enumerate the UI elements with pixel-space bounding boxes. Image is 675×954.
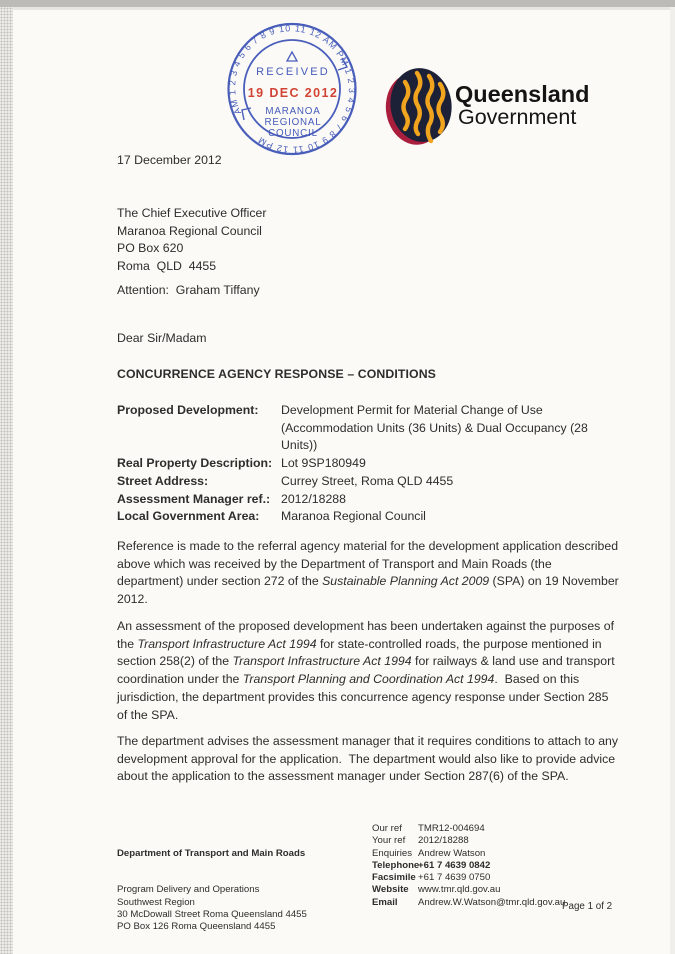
- text-line: [117, 636, 632, 654]
- footer-contact-row: [372, 860, 622, 872]
- details-value: Lot 9SP180949: [281, 456, 366, 471]
- text-segment: for railways & land use and transport: [411, 654, 615, 669]
- details-value: Currey Street, Roma QLD 4455: [281, 473, 454, 488]
- paragraph-2: [117, 618, 632, 724]
- text-segment: of the SPA.: [117, 707, 179, 722]
- footer-address-line: Program Delivery and Operations: [117, 884, 260, 896]
- scan-edge-left: [0, 7, 13, 954]
- subject-heading: CONCURRENCE AGENCY RESPONSE – CONDITIONS: [117, 367, 436, 381]
- footer-department-name: Department of Transport and Main Roads: [117, 847, 306, 859]
- text-segment: department) under section 272 of the: [117, 574, 323, 589]
- scan-edge-top: [0, 0, 675, 7]
- italic-act-title: Transport Infrastructure Act 1994: [232, 654, 412, 669]
- text-segment: about the application to the assessment manager under Section 287(6) of the SPA.: [117, 769, 569, 784]
- text-segment: the: [117, 636, 138, 651]
- details-value: Maranoa Regional Council: [281, 509, 426, 524]
- queensland-government-logo: [383, 58, 598, 150]
- contact-value: +61 7 4639 0842: [418, 859, 491, 871]
- text-line: [117, 768, 632, 786]
- text-line: [117, 707, 632, 725]
- stamp-org-line2: REGIONAL: [264, 117, 322, 128]
- footer-department-block: [117, 823, 367, 954]
- contact-value: Andrew.W.Watson@tmr.qld.gov.au: [418, 896, 566, 908]
- contact-label: Your ref: [372, 835, 406, 847]
- contact-value: +61 7 4639 0750: [418, 872, 491, 884]
- logo-text-government: Government: [458, 105, 577, 129]
- footer-address-line: Southwest Region: [117, 896, 195, 908]
- text-line: [117, 653, 632, 671]
- contact-value: www.tmr.qld.gov.au: [418, 884, 501, 896]
- text-segment: for state-controlled roads, the purpose mentioned in: [316, 636, 602, 651]
- paragraph-1: [117, 538, 632, 609]
- attention-line: Attention: Graham Tiffany: [117, 283, 260, 297]
- text-line: [117, 751, 632, 769]
- application-details-table: [117, 402, 617, 526]
- stamp-triangle-icon: [287, 52, 297, 61]
- text-segment: section 258(2) of the: [117, 654, 233, 669]
- footer-contact-row: [372, 884, 622, 896]
- details-label: Assessment Manager ref.:: [117, 491, 271, 506]
- details-label: Local Government Area:: [117, 509, 260, 524]
- text-segment: An assessment of the proposed development has been undertaken against the purposes of: [117, 619, 614, 633]
- text-segment: (SPA) on 19 November: [489, 574, 619, 589]
- text-line: [117, 618, 632, 636]
- contact-label: Telephone: [372, 859, 420, 871]
- recipient-address: [117, 205, 266, 276]
- details-row: [117, 473, 617, 491]
- contact-label: Enquiries: [372, 847, 412, 859]
- text-segment: jurisdiction, the department provides this concurrence agency response under Section 285: [117, 689, 609, 704]
- recipient-line: The Chief Executive Officer: [117, 206, 267, 220]
- details-value: 2012/18288: [281, 491, 346, 506]
- contact-label: Facsimile: [372, 872, 416, 884]
- recipient-line: Maranoa Regional Council: [117, 223, 262, 238]
- details-label: Street Address:: [117, 473, 209, 488]
- contact-label: Our ref: [372, 823, 402, 834]
- text-line: [117, 733, 632, 751]
- contact-value: Andrew Watson: [418, 847, 486, 859]
- letter-date: 17 December 2012: [117, 153, 222, 167]
- details-label: Proposed Development:: [117, 403, 259, 417]
- contact-value: 2012/18288: [418, 835, 469, 847]
- text-line: [117, 671, 632, 689]
- italic-act-title: Transport Planning and Coordination Act 1994: [242, 672, 495, 687]
- text-segment: 2012.: [117, 592, 148, 607]
- scan-edge-right: [670, 7, 675, 954]
- text-segment: coordination under the: [117, 672, 243, 687]
- stamp-org-line1: MARANOA: [265, 106, 321, 117]
- text-line: [117, 556, 632, 574]
- contact-value: TMR12-004694: [418, 823, 485, 834]
- page-number: Page 1 of 2: [562, 901, 613, 912]
- text-segment: above which was received by the Department of Transport and Main Roads (the: [117, 556, 552, 571]
- stamp-ring-hours: AM 1 2 3 4 5 6 7 8 9 10 11 12 AM PM 1 2 3 4 5 6 7 8 9 10 11 12 PM: [227, 23, 357, 155]
- text-line: [117, 591, 632, 609]
- stamp-org-line3: COUNCIL: [268, 128, 318, 139]
- text-line: [117, 689, 632, 707]
- footer-contact-row: [372, 848, 622, 860]
- footer-contact-block: [372, 823, 622, 909]
- stamp-received-label: RECEIVED: [256, 66, 330, 78]
- footer-contact-row: [372, 872, 622, 884]
- text-segment: . Based on this: [494, 672, 580, 687]
- details-value: Development Permit for Material Change of Use (Accommodation Units (36 Units) & Dual Occupancy (28 Units)): [281, 403, 592, 453]
- footer-address-line: 30 McDowall Street Roma Queensland 4455: [117, 909, 307, 921]
- details-row: [117, 455, 617, 473]
- details-row: [117, 491, 617, 509]
- footer-contact-row: [372, 823, 622, 835]
- details-label: Real Property Description:: [117, 456, 273, 471]
- contact-label: Website: [372, 884, 409, 896]
- footer-contact-row: [372, 835, 622, 847]
- scan-edge-top-light: [0, 7, 675, 10]
- stamp-date: 19 DEC 2012: [247, 86, 339, 100]
- italic-act-title: Transport Infrastructure Act 1994: [137, 636, 317, 651]
- italic-act-title: Sustainable Planning Act 2009: [322, 574, 490, 589]
- details-row: [117, 402, 617, 455]
- paragraph-3: [117, 733, 632, 786]
- recipient-line: Roma QLD 4455: [117, 259, 217, 274]
- salutation: Dear Sir/Madam: [117, 331, 207, 345]
- details-row: [117, 508, 617, 526]
- footer-department-lines: [117, 884, 367, 933]
- text-line: [117, 538, 632, 556]
- footer-address-line: PO Box 126 Roma Queensland 4455: [117, 921, 276, 933]
- text-line: [117, 573, 632, 591]
- text-segment: The department advises the assessment manager that it requires conditions to attach to any: [117, 734, 619, 748]
- text-segment: development approval for the application. The department would also like to provide advice: [117, 751, 616, 766]
- text-segment: Reference is made to the referral agency material for the development application described: [117, 539, 619, 553]
- logo-text-queensland: Queensland: [455, 81, 590, 107]
- contact-label: Email: [372, 896, 398, 908]
- recipient-line: PO Box 620: [117, 241, 184, 256]
- received-stamp: [226, 21, 360, 157]
